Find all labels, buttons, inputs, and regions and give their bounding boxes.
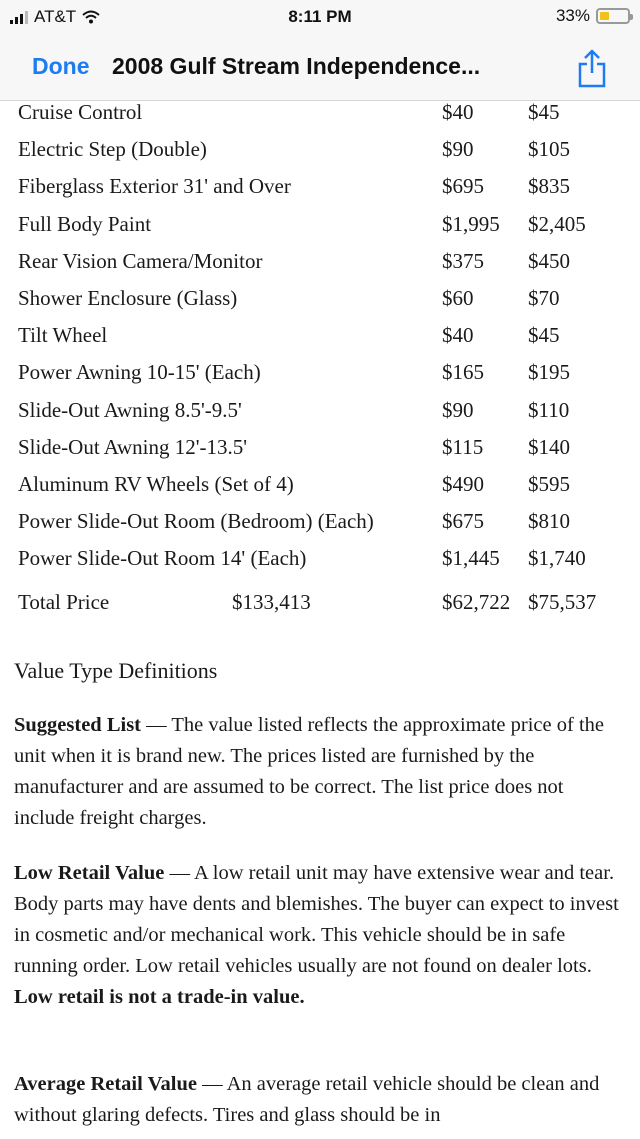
total-avg: $75,537 xyxy=(528,590,597,614)
definitions-heading: Value Type Definitions xyxy=(14,658,218,683)
option-low-value: $90 xyxy=(442,397,474,422)
option-average-value: $595 xyxy=(528,472,570,496)
option-low-value: $1,445 xyxy=(442,546,500,571)
nav-bar xyxy=(0,34,640,101)
option-average-value: $1,740 xyxy=(528,546,586,571)
suggested-list-term: Suggested List xyxy=(14,714,142,736)
option-average-value: $45 xyxy=(528,100,560,124)
carrier-label: AT&T xyxy=(34,7,77,26)
option-name: Aluminum RV Wheels (Set of 4) xyxy=(18,472,294,496)
battery-icon xyxy=(596,8,630,24)
share-icon[interactable] xyxy=(574,48,610,88)
option-name: Power Awning 10-15' (Each) xyxy=(18,360,261,385)
option-low-value: $165 xyxy=(442,360,484,385)
average-retail-term: Average Retail Value xyxy=(14,1073,197,1095)
total-row xyxy=(18,590,618,627)
option-low-value: $90 xyxy=(442,137,474,162)
option-low-value: $115 xyxy=(442,434,484,459)
total-low: $62,722 xyxy=(442,590,511,614)
low-retail-definition xyxy=(14,858,626,1013)
option-average-value: $195 xyxy=(528,360,570,385)
option-name: Full Body Paint xyxy=(18,211,152,236)
option-low-value: $40 xyxy=(442,100,474,124)
option-row xyxy=(18,546,618,583)
option-name: Slide-Out Awning 8.5'-9.5' xyxy=(18,397,242,422)
option-row xyxy=(18,360,618,397)
status-time: 8:11 PM xyxy=(288,7,352,26)
option-name: Rear Vision Camera/Monitor xyxy=(18,248,263,273)
option-average-value: $810 xyxy=(528,509,570,534)
option-name: Electric Step (Double) xyxy=(18,137,207,162)
status-right xyxy=(556,6,630,26)
battery-nub xyxy=(630,14,633,20)
option-name: Power Slide-Out Room (Bedroom) (Each) xyxy=(18,509,374,534)
option-average-value: $70 xyxy=(528,286,560,310)
average-retail-definition xyxy=(14,1069,626,1131)
option-row xyxy=(18,137,618,174)
page-title: 2008 Gulf Stream Independence... xyxy=(112,53,481,79)
option-low-value: $1,995 xyxy=(442,211,500,236)
low-retail-text: — A low retail unit may have extensive wear and tear. Body parts may have dents and blemishes. The buyer can expect to invest in cosmetic and/or mechanical work. This vehicle should be in safe running order. Low retail vehicles usually are not found on dealer lots. xyxy=(14,862,619,977)
option-row xyxy=(18,286,618,323)
option-low-value: $60 xyxy=(442,286,474,310)
option-average-value: $140 xyxy=(528,434,570,459)
total-label: Total Price xyxy=(18,590,110,614)
option-average-value: $450 xyxy=(528,248,570,273)
option-low-value: $675 xyxy=(442,509,484,534)
battery-fill xyxy=(600,12,609,20)
option-average-value: $835 xyxy=(528,174,570,199)
total-list: $133,413 xyxy=(232,590,311,614)
option-row xyxy=(18,100,618,137)
option-name: Tilt Wheel xyxy=(18,323,108,348)
option-row xyxy=(18,249,618,286)
option-low-value: $375 xyxy=(442,248,484,273)
document-content[interactable] xyxy=(0,100,640,1139)
option-row xyxy=(18,435,618,472)
option-average-value: $2,405 xyxy=(528,211,586,236)
low-retail-emphasis: Low retail is not a trade-in value. xyxy=(14,986,305,1008)
battery-percent: 33% xyxy=(555,6,590,25)
low-retail-term: Low Retail Value xyxy=(14,862,165,884)
option-row xyxy=(18,174,618,211)
option-row xyxy=(18,472,618,509)
option-name: Slide-Out Awning 12'-13.5' xyxy=(18,434,248,459)
suggested-list-text: — The value listed reflects the approximate price of the unit when it is brand new. The prices listed are furnished by the manufacturer and are assumed to be correct. The list price does not include freight charges. xyxy=(14,714,604,829)
option-low-value: $40 xyxy=(442,323,474,348)
option-name: Power Slide-Out Room 14' (Each) xyxy=(18,546,307,571)
status-bar xyxy=(0,0,640,34)
option-row xyxy=(18,509,618,546)
option-average-value: $105 xyxy=(528,137,570,162)
average-retail-text: — An average retail vehicle should be clean and without glaring defects. Tires and glass should be in xyxy=(14,1073,600,1126)
suggested-list-definition xyxy=(14,710,626,834)
option-low-value: $695 xyxy=(442,174,484,199)
option-average-value: $45 xyxy=(528,323,560,348)
option-low-value: $490 xyxy=(442,472,484,496)
option-row xyxy=(18,398,618,435)
option-row xyxy=(18,323,618,360)
option-row xyxy=(18,212,618,249)
option-name: Fiberglass Exterior 31' and Over xyxy=(18,174,291,199)
done-button[interactable]: Done xyxy=(32,53,90,79)
option-average-value: $110 xyxy=(528,397,570,422)
option-name: Shower Enclosure (Glass) xyxy=(18,286,238,310)
option-name: Cruise Control xyxy=(18,100,143,124)
